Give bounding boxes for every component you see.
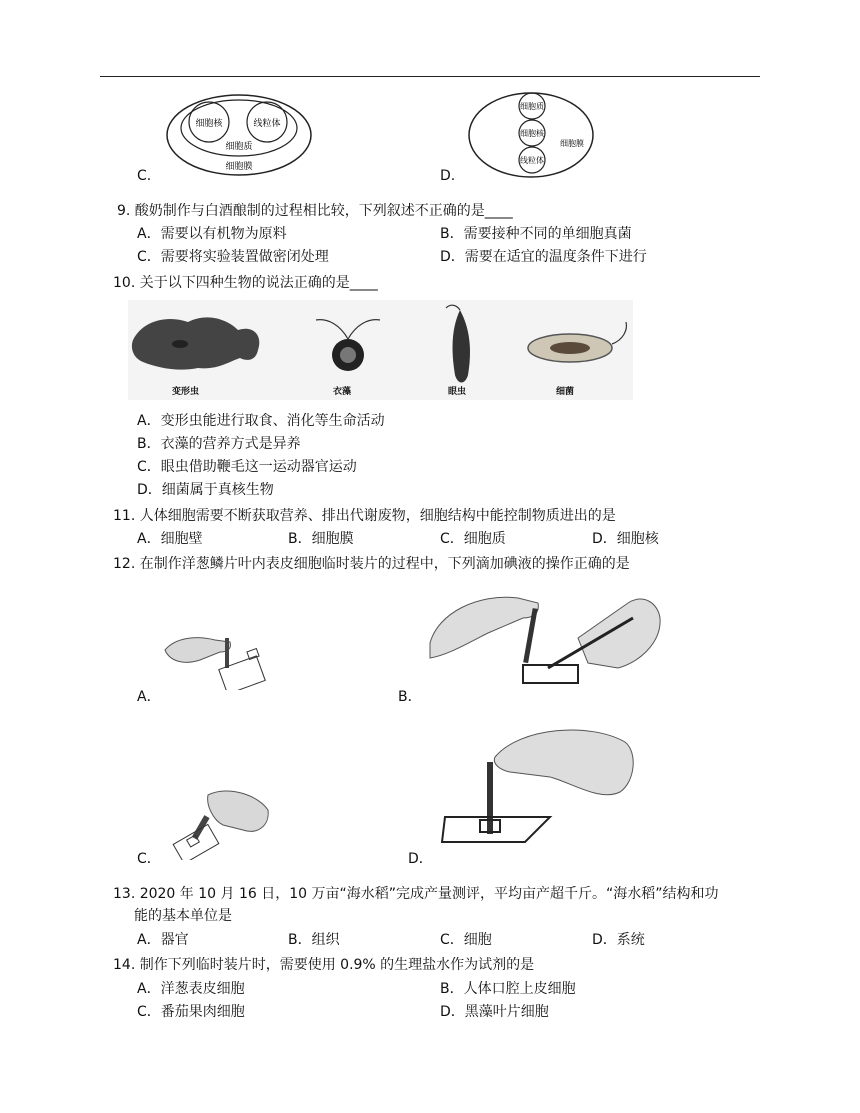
q11-option-c: C．细胞质 xyxy=(440,531,506,547)
dropper-figure-d xyxy=(440,722,640,847)
caption-chlamydomonas: 衣藻 xyxy=(333,387,352,397)
diagram-d xyxy=(466,90,596,180)
c-cyto-label: 细胞质 xyxy=(225,142,253,152)
organisms-figure xyxy=(128,300,633,400)
q14-option-b: B．人体口腔上皮细胞 xyxy=(440,981,576,997)
q14-option-d: D．黑藻叶片细胞 xyxy=(440,1004,549,1020)
dropper-figure-b xyxy=(428,583,663,688)
q9-option-d: D．需要在适宜的温度条件下进行 xyxy=(440,249,647,265)
q14-stem: 14. 制作下列临时装片时，需要使用 0.9% 的生理盐水作为试剂的是 xyxy=(113,957,535,973)
c-nucleus-label: 细胞核 xyxy=(195,119,223,129)
d-membrane-label: 细胞膜 xyxy=(560,139,584,148)
q13-stem-line1: 13. 2020 年 10 月 16 日，10 万亩“海水稻”完成产量测评，平均亩产超千斤。“海水稻”结构和功 xyxy=(113,886,719,902)
d-cyto-label: 细胞质 xyxy=(520,102,544,111)
q13-option-a: A．器官 xyxy=(137,932,189,948)
q9-stem: 9. 酸奶制作与白酒酿制的过程相比较，下列叙述不正确的是____ xyxy=(117,203,513,219)
caption-euglena: 眼虫 xyxy=(448,387,467,397)
q10-option-b: B．衣藻的营养方式是异养 xyxy=(137,436,301,452)
c-membrane-label: 细胞膜 xyxy=(225,162,253,172)
q12-label-d: D． xyxy=(408,851,433,867)
q12-label-b: B． xyxy=(398,689,422,705)
q11-option-b: B．细胞膜 xyxy=(288,531,354,547)
caption-amoeba: 变形虫 xyxy=(172,387,200,397)
q12-stem: 12. 在制作洋葱鳞片叶内表皮细胞临时装片的过程中，下列滴加碘液的操作正确的是 xyxy=(113,556,630,572)
caption-bacterium: 细菌 xyxy=(556,387,575,397)
q10-option-a: A．变形虫能进行取食、消化等生命活动 xyxy=(137,413,385,429)
q12-label-a: A． xyxy=(137,689,161,705)
q13-option-d: D．系统 xyxy=(592,932,645,948)
q11-stem: 11. 人体细胞需要不断获取营养、排出代谢废物，细胞结构中能控制物质进出的是 xyxy=(113,508,616,524)
d-mito-label: 线粒体 xyxy=(520,156,544,165)
q10-option-d: D．细菌属于真核生物 xyxy=(137,482,274,498)
amoeba-icon xyxy=(132,317,259,369)
q13-stem-line2: 能的基本单位是 xyxy=(134,908,232,924)
q9-option-b: B．需要接种不同的单细胞真菌 xyxy=(440,226,632,242)
q11-option-d: D．细胞核 xyxy=(592,531,659,547)
euglena-icon xyxy=(453,310,470,383)
q13-option-c: C．细胞 xyxy=(440,932,492,948)
q9-option-c: C．需要将实验装置做密闭处理 xyxy=(137,249,329,265)
q14-option-a: A．洋葱表皮细胞 xyxy=(137,981,245,997)
q8-c-label: C. xyxy=(137,168,152,184)
q12-label-c: C． xyxy=(137,851,161,867)
q14-option-c: C．番茄果肉细胞 xyxy=(137,1004,245,1020)
dropper-figure-c xyxy=(168,785,273,860)
q11-option-a: A．细胞壁 xyxy=(137,531,203,547)
q8-d-label: D. xyxy=(440,168,456,184)
dropper-figure-a xyxy=(160,620,270,690)
diagram-c xyxy=(164,92,314,178)
q10-option-c: C．眼虫借助鞭毛这一运动器官运动 xyxy=(137,459,357,475)
q10-stem: 10. 关于以下四种生物的说法正确的是____ xyxy=(113,275,378,291)
d-nucleus-label: 细胞核 xyxy=(520,129,544,138)
c-mito-label: 线粒体 xyxy=(253,119,281,129)
q9-option-a: A．需要以有机物为原料 xyxy=(137,226,287,242)
header-rule xyxy=(100,76,760,77)
q13-option-b: B．组织 xyxy=(288,932,340,948)
